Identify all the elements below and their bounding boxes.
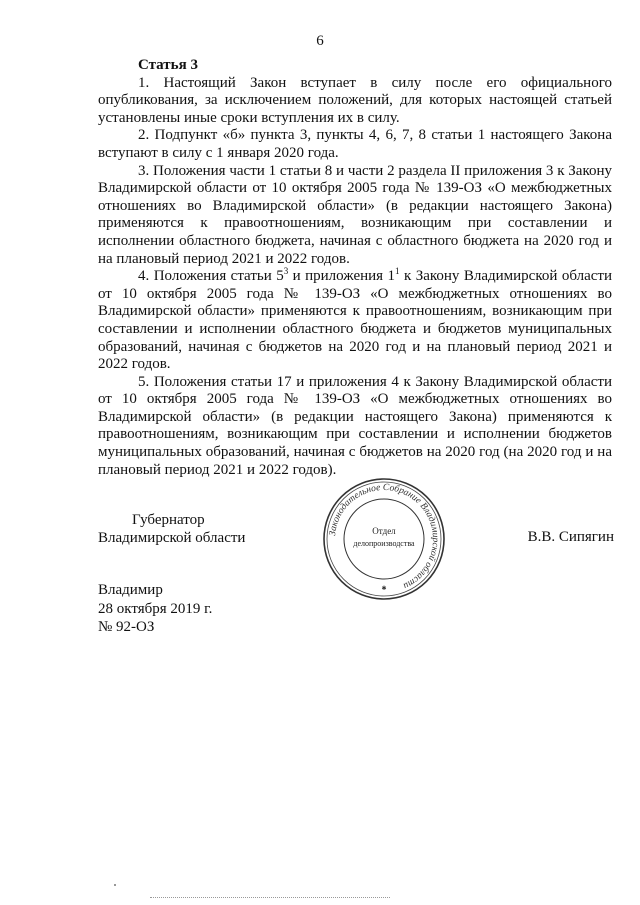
- date: 28 октября 2019 г.: [98, 600, 213, 617]
- article-paragraphs: [98, 75, 612, 480]
- stamp-center-line2: делопроизводства: [353, 539, 415, 548]
- paragraph-text: 4. Положения статьи 5: [138, 268, 284, 285]
- city: Владимир: [98, 582, 163, 598]
- page-number: 6: [316, 33, 324, 49]
- paragraph-text: 1. Настоящий Закон вступает в силу после его официального опубликования, за исключением положений, для которых настоящей статьей установлены иные сроки вступления их в силу.: [98, 74, 612, 126]
- paragraph-text: 3. Положения части 1 статьи 8 и части 2 раздела II приложения 3 к Закону Владимирской области от 10 октября 2005 года № 139-ОЗ «О межбюджетных отношениях во Владимирской области» (в редакции настоящего Закона) применяются к правоотношениям, возникающим при составлении и исполнении областного бюджета, начиная с областного бюджета на 2020 год и на плановый период 2021 и 2022 годов.: [98, 162, 612, 267]
- article-paragraph: [98, 127, 612, 162]
- law-number: № 92-ОЗ: [98, 619, 155, 635]
- article-paragraph: [98, 163, 612, 269]
- place-date-block: [98, 581, 212, 637]
- paragraph-text: и приложения 1: [288, 268, 396, 285]
- scan-mark: [114, 884, 116, 886]
- superscript: 1: [395, 266, 400, 277]
- stamp-ring-text: Законодательное Собрание Владимирской области: [328, 482, 441, 591]
- signature-title-line1: Губернатор: [132, 512, 205, 528]
- article-heading: Статья 3: [138, 57, 198, 73]
- article-paragraph: [98, 268, 612, 374]
- stamp-star-icon: ✱: [381, 586, 387, 592]
- article-body: [98, 57, 612, 479]
- paragraph-text: 2. Подпункт «б» пункта 3, пункты 4, 6, 7, 8 статьи 1 настоящего Закона вступают в силу с 1 января 2020 года.: [98, 127, 612, 161]
- superscript: 3: [283, 266, 289, 277]
- scan-line: [150, 897, 390, 898]
- paragraph-text: к Закону Владимирской области от 10 октября 2005 года № 139-ОЗ «О межбюджетных отношениях во Владимирской области» применяются к правоотношениям, возникающим при составлении и исполнении областного бюджета и бюджетов муниципальных образований, начиная с бюджетов на 2020 год и на плановый период 2021 и 2022 годов.: [98, 268, 612, 373]
- signature-title: [98, 511, 245, 547]
- official-stamp: [322, 477, 446, 601]
- article-paragraph: [98, 374, 612, 480]
- signer-name: В.В. Сипягин: [527, 529, 614, 545]
- paragraph-text: 5. Положения статьи 17 и приложения 4 к Закону Владимирской области от 10 октября 2005 года № 139-ОЗ «О межбюджетных отношениях во Владимирской области» (в редакции настоящего Закона) применяются к правоотношениям, возникающим при составлении и исполнении бюджетов муниципальных образований, начиная с бюджетов на 2020 год (на 2020 год и на плановый период 2021 и 2022 годов).: [98, 373, 612, 478]
- stamp-center-line1: Отдел: [372, 526, 396, 536]
- article-paragraph: [98, 75, 612, 128]
- signature-title-line2: Владимирской области: [98, 530, 246, 546]
